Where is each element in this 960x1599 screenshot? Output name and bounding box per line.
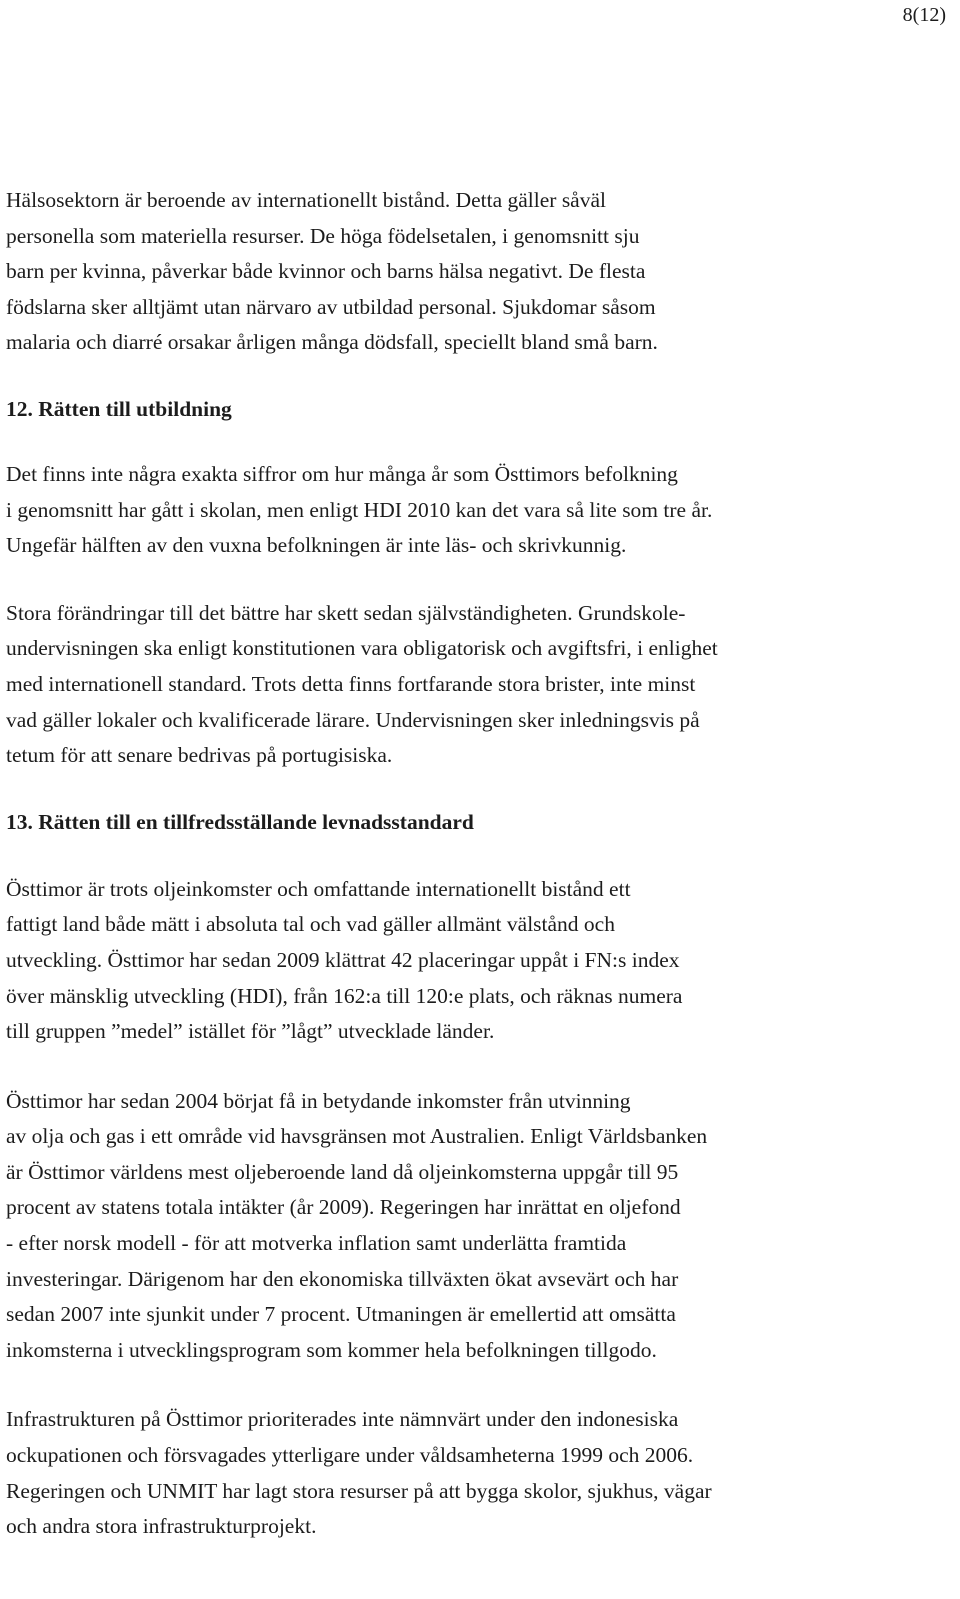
text-line: till gruppen ”medel” istället för ”lågt” utvecklade länder. xyxy=(6,1019,495,1044)
paragraph-infrastructure xyxy=(6,1402,946,1544)
paragraph-oil-income xyxy=(6,1084,946,1369)
text-line: är Östtimor världens mest oljeberoende land då oljeinkomsterna uppgår till 95 xyxy=(6,1159,679,1184)
text-line: personella som materiella resurser. De höga födelsetalen, i genomsnitt sju xyxy=(6,223,640,248)
text-line: Ungefär hälften av den vuxna befolkningen är inte läs- och skrivkunnig. xyxy=(6,533,627,558)
text-line: av olja och gas i ett område vid havsgränsen mot Australien. Enligt Världsbanken xyxy=(6,1124,708,1149)
text-line: fattigt land både mätt i absoluta tal och vad gäller allmänt välstånd och xyxy=(6,912,615,937)
paragraph-schooling-years xyxy=(6,457,946,564)
text-line: Stora förändringar till det bättre har skett sedan självständigheten. Grundskole- xyxy=(6,600,686,625)
text-line: och andra stora infrastrukturprojekt. xyxy=(6,1514,317,1539)
text-line: utveckling. Östtimor har sedan 2009 klättrat 42 placeringar uppåt i FN:s index xyxy=(6,947,680,972)
text-line: malaria och diarré orsakar årligen många dödsfall, speciellt bland små barn. xyxy=(6,330,658,355)
section-heading-living-standard: 13. Rätten till en tillfredsställande levnadsstandard xyxy=(6,809,474,834)
text-line: Det finns inte några exakta siffror om hur många år som Östtimors befolkning xyxy=(6,461,678,486)
text-line: Östtimor har sedan 2004 börjat få in betydande inkomster från utvinning xyxy=(6,1088,631,1113)
text-line: i genomsnitt har gått i skolan, men enligt HDI 2010 kan det vara så lite som tre år. xyxy=(6,497,713,522)
paragraph-health-sector xyxy=(6,183,946,361)
text-line: procent av statens totala intäkter (år 2009). Regeringen har inrättat en oljefond xyxy=(6,1195,681,1220)
text-line: Infrastrukturen på Östtimor prioriterades inte nämnvärt under den indonesiska xyxy=(6,1407,679,1432)
text-line: Regeringen och UNMIT har lagt stora resurser på att bygga skolor, sjukhus, vägar xyxy=(6,1478,712,1503)
text-line: investeringar. Därigenom har den ekonomiska tillväxten ökat avsevärt och har xyxy=(6,1266,679,1291)
paragraph-school-reforms xyxy=(6,596,946,774)
text-line: Hälsosektorn är beroende av internationellt bistånd. Detta gäller såväl xyxy=(6,188,606,212)
paragraph-poverty-hdi xyxy=(6,872,946,1050)
section-heading-education: 12. Rätten till utbildning xyxy=(6,396,232,421)
text-line: ockupationen och försvagades ytterligare under våldsamheterna 1999 och 2006. xyxy=(6,1443,694,1468)
text-line: Östtimor är trots oljeinkomster och omfattande internationellt bistånd ett xyxy=(6,876,631,901)
text-line: sedan 2007 inte sjunkit under 7 procent. Utmaningen är emellertid att omsätta xyxy=(6,1302,676,1327)
text-line: barn per kvinna, påverkar både kvinnor och barns hälsa negativt. De flesta xyxy=(6,259,646,284)
text-line: födslarna sker alltjämt utan närvaro av utbildad personal. Sjukdomar såsom xyxy=(6,294,656,319)
text-line: undervisningen ska enligt konstitutionen vara obligatorisk och avgiftsfri, i enlighet xyxy=(6,636,718,661)
text-line: över mänsklig utveckling (HDI), från 162:a till 120:e plats, och räknas numera xyxy=(6,983,683,1008)
text-line: med internationell standard. Trots detta finns fortfarande stora brister, inte minst xyxy=(6,671,696,696)
text-line: tetum för att senare bedrivas på portugisiska. xyxy=(6,743,393,768)
document-body xyxy=(6,183,946,1545)
page-number: 8(12) xyxy=(902,4,946,26)
text-line: vad gäller lokaler och kvalificerade lärare. Undervisningen sker inledningsvis på xyxy=(6,707,700,732)
text-line: - efter norsk modell - för att motverka inflation samt underlätta framtida xyxy=(6,1231,627,1256)
text-line: inkomsterna i utvecklingsprogram som kommer hela befolkningen tillgodo. xyxy=(6,1337,657,1362)
